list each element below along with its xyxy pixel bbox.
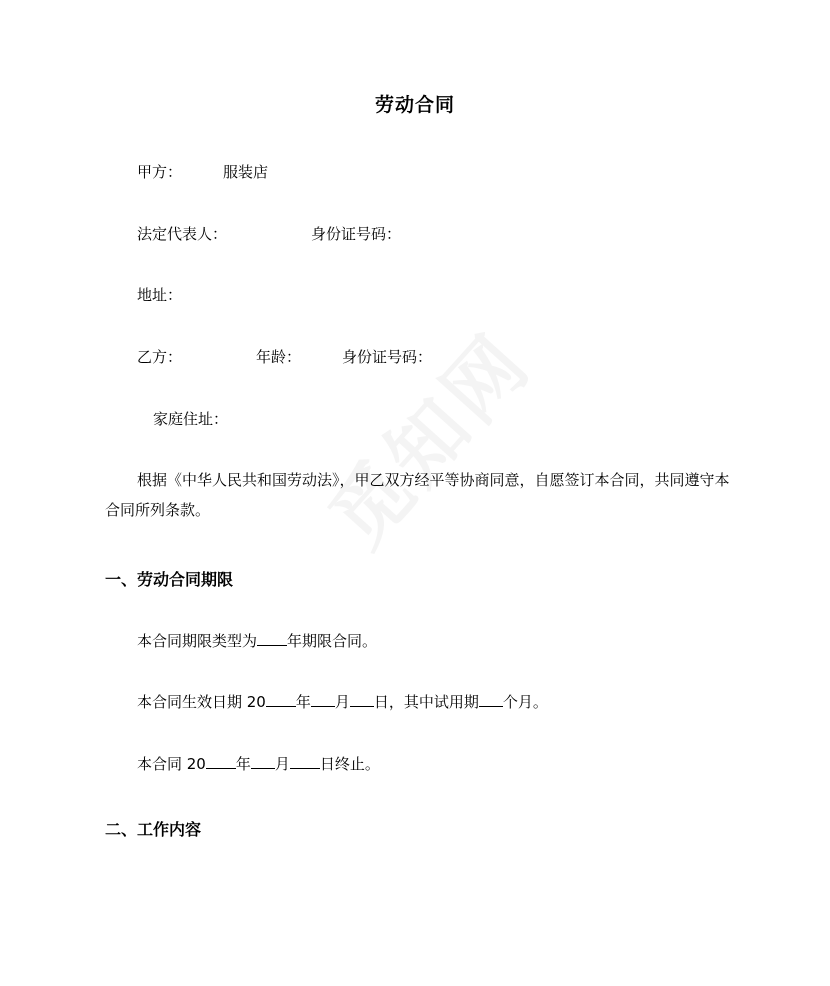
document-title: 劳动合同 <box>374 94 455 116</box>
end-month-text: 月 <box>274 755 290 773</box>
effective-month-text: 月 <box>334 693 350 711</box>
end-suffix: 日终止。 <box>319 755 380 773</box>
term-type-prefix: 本合同期限类型为 <box>137 632 258 650</box>
effective-year-blank <box>266 692 296 707</box>
effective-date-line <box>137 692 548 712</box>
term-type-suffix: 年期限合同。 <box>287 632 378 650</box>
id-number-label-b: 身份证号码： <box>342 348 433 366</box>
end-month-blank <box>251 754 275 769</box>
party-a-label: 甲方： <box>137 163 183 181</box>
end-prefix: 本合同 20 <box>137 755 206 773</box>
intro-paragraph: 根据《中华人民共和国劳动法》，甲乙双方经平等协商同意，自愿签订本合同，共同遵守本合同所列条款。 <box>105 471 730 519</box>
id-number-label-a: 身份证号码： <box>311 225 402 243</box>
legal-rep-label: 法定代表人： <box>137 225 228 243</box>
effective-prefix: 本合同生效日期 20 <box>137 693 266 711</box>
end-year-text: 年 <box>235 755 251 773</box>
effective-month-blank <box>311 692 335 707</box>
term-type-blank <box>257 631 287 646</box>
effective-year-text: 年 <box>295 693 311 711</box>
watermark <box>300 305 552 567</box>
effective-day-blank <box>350 692 374 707</box>
effective-suffix: 个月。 <box>502 693 548 711</box>
section-1-heading: 一、劳动合同期限 <box>105 570 234 589</box>
effective-day-trial-text: 日，其中试用期 <box>373 693 479 711</box>
party-a-value: 服装店 <box>223 163 269 181</box>
end-day-blank <box>290 754 320 769</box>
term-type-line <box>137 631 377 651</box>
end-year-blank <box>206 754 236 769</box>
home-address-label: 家庭住址： <box>153 410 229 428</box>
address-label: 地址： <box>137 286 183 304</box>
age-label: 年龄： <box>256 348 302 366</box>
section-2-heading: 二、工作内容 <box>105 820 202 839</box>
end-date-line <box>137 754 380 774</box>
trial-months-blank <box>479 692 503 707</box>
party-b-label: 乙方： <box>137 348 183 366</box>
